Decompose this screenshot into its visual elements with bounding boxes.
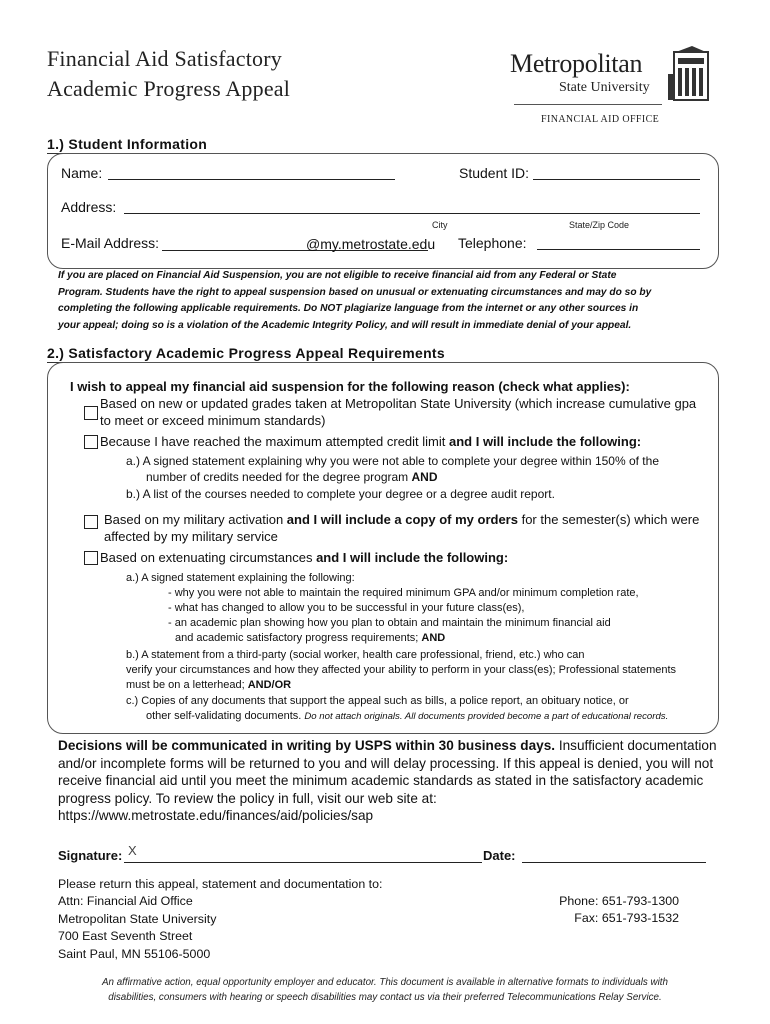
return-line: 700 East Seventh Street: [58, 929, 193, 944]
extenuating-item-c2: [146, 709, 668, 725]
checkbox-updated-grades[interactable]: [84, 406, 98, 420]
max-credits-item-b: b.) A list of the courses needed to complete your degree or a degree audit report.: [126, 487, 555, 501]
suspension-notice: [58, 268, 738, 334]
notice-line: your appeal; doing so is a violation of the Academic Integrity Policy, and will result in immediate denial of your appeal.: [58, 319, 632, 331]
option-max-credits-bold: and I will include the following:: [449, 434, 642, 449]
option-extenuating: [100, 549, 508, 566]
extenuating-item-b3-text: must be on a letterhead;: [126, 679, 248, 691]
signature-field[interactable]: [124, 862, 482, 863]
notice-line: Program. Students have the right to appeal suspension based on unusual or extenuating circumstances and may do so by: [58, 286, 652, 298]
logo-divider: [514, 104, 662, 105]
option-military-text: Based on my military activation: [104, 512, 287, 527]
extenuating-item-a2: - what has changed to allow you to be successful in your future class(es),: [168, 602, 525, 614]
telephone-field[interactable]: [537, 249, 700, 250]
extenuating-item-c2-note: Do not attach originals. All documents provided become a part of educational records.: [304, 711, 669, 722]
checkbox-military[interactable]: [84, 515, 98, 529]
option-military-line1: [104, 511, 699, 528]
telephone-label: Telephone:: [458, 235, 527, 251]
option-max-credits: [100, 433, 641, 450]
date-field[interactable]: [522, 862, 706, 863]
option-military-bold: and I will include a copy of my orders: [286, 512, 518, 527]
city-caption: City: [432, 220, 448, 230]
name-label: Name:: [61, 165, 103, 181]
decisions-line2: and/or incomplete forms will be returned to you and will delay processing. If this appeal is denied, you will not: [58, 755, 714, 771]
name-field[interactable]: [108, 179, 395, 180]
return-line: Metropolitan State University: [58, 911, 217, 926]
decisions-paragraph: [58, 737, 748, 825]
notice-line: If you are placed on Financial Aid Suspension, you are not eligible to receive financial aid from any Federal or State: [58, 270, 617, 281]
fax-number: Fax: 651-793-1532: [574, 911, 679, 926]
decisions-line3: receive financial aid until you meet the minimum academic standards as stated in the satisfactory academic: [58, 773, 704, 788]
email-domain: @my.metrostate.edu: [306, 236, 436, 252]
extenuating-item-c2-text: other self-validating documents.: [146, 710, 305, 722]
return-address: [58, 876, 382, 963]
state-zip-caption: State/Zip Code: [569, 220, 630, 230]
option-extenuating-bold: and I will include the following:: [316, 550, 509, 565]
decisions-line4: progress policy. To review the policy in full, visit our web site at:: [58, 790, 437, 806]
extenuating-item-a4-text: and academic satisfactory progress requirements;: [175, 632, 422, 644]
option-updated-grades-line1: Based on new or updated grades taken at Metropolitan State University (which increase cumulative gpa: [100, 396, 697, 411]
section2-heading: 2.) Satisfactory Academic Progress Appeal Requirements: [47, 345, 445, 361]
option-max-credits-text: Because I have reached the maximum attempted credit limit: [100, 434, 449, 449]
max-credits-item-a-and: AND: [411, 470, 438, 484]
signature-label: Signature:: [58, 848, 123, 863]
extenuating-item-a3: - an academic plan showing how you plan to obtain and maintain the minimum financial aid: [168, 617, 611, 629]
logo-name: Metropolitan: [510, 49, 643, 78]
footer-statement: [40, 975, 730, 1005]
student-id-field[interactable]: [533, 179, 700, 180]
extenuating-item-a1: - why you were not able to maintain the required minimum GPA and/or minimum completion rate,: [168, 587, 639, 599]
date-label: Date:: [483, 848, 516, 863]
extenuating-item-a4: [175, 631, 445, 646]
appeal-intro: I wish to appeal my financial aid suspension for the following reason (check what applies):: [70, 379, 630, 394]
extenuating-item-b3: [126, 678, 291, 693]
address-field[interactable]: [124, 213, 700, 214]
option-military-line2: affected by my military service: [104, 529, 278, 544]
max-credits-item-a-line2: [146, 470, 438, 486]
address-label: Address:: [61, 199, 117, 215]
form-title-line2: Academic Progress Appeal: [47, 76, 291, 101]
signature-x-mark: X: [128, 843, 137, 858]
phone-number: Phone: 651-793-1300: [559, 894, 679, 908]
option-military-rest: for the semester(s) which were: [517, 512, 700, 527]
decisions-bold: Decisions will be communicated in writing by USPS within 30 business days.: [58, 738, 556, 753]
student-id-label: Student ID:: [459, 165, 530, 181]
max-credits-item-a-line1: a.) A signed statement explaining why you were not able to complete your degree within 150% of the: [126, 454, 659, 468]
extenuating-item-b2: verify your circumstances and how they affected your ability to perform in your class(es); Professional statements: [126, 664, 677, 676]
form-title-line1: Financial Aid Satisfactory: [47, 46, 282, 71]
option-extenuating-text: Based on extenuating circumstances: [100, 550, 317, 565]
decisions-line1-rest: Insufficient documentation: [555, 738, 717, 753]
extenuating-item-a4-and: AND: [421, 632, 446, 644]
extenuating-item-b1: b.) A statement from a third-party (social worker, health care professional, friend, etc.) who can: [126, 649, 585, 661]
extenuating-item-a: a.) A signed statement explaining the following:: [126, 572, 355, 584]
checkbox-extenuating[interactable]: [84, 551, 98, 565]
footer-line2: disabilities, consumers with hearing or speech disabilities may contact us via their preferred Telecommunications Relay Service.: [108, 992, 662, 1003]
decisions-line1: [58, 737, 748, 755]
return-line: Attn: Financial Aid Office: [58, 894, 193, 909]
section1-heading: 1.) Student Information: [47, 136, 208, 152]
logo-subtitle: State University: [559, 80, 650, 95]
option-updated-grades-line2: to meet or exceed minimum standards): [100, 413, 326, 428]
footer-line1: An affirmative action, equal opportunity employer and educator. This document is available in alternative formats to individuals with: [102, 977, 668, 988]
office-label: FINANCIAL AID OFFICE: [541, 114, 660, 125]
return-line: Saint Paul, MN 55106-5000: [58, 946, 211, 961]
checkbox-max-credits[interactable]: [84, 435, 98, 449]
policy-url[interactable]: https://www.metrostate.edu/finances/aid/policies/sap: [58, 808, 374, 823]
max-credits-item-a-text: number of credits needed for the degree program: [146, 470, 412, 484]
building-logo-icon: [666, 44, 710, 102]
extenuating-item-c1: c.) Copies of any documents that support the appeal such as bills, a police report, an obituary notice, or: [126, 695, 629, 707]
email-label: E-Mail Address:: [61, 235, 160, 251]
return-line: Please return this appeal, statement and documentation to:: [58, 877, 383, 891]
contact-numbers: [559, 893, 679, 928]
extenuating-item-b3-andor: AND/OR: [247, 679, 292, 691]
notice-line: completing the following applicable requirements. Do NOT plagiarize language from the internet or any other sources in: [58, 303, 639, 314]
